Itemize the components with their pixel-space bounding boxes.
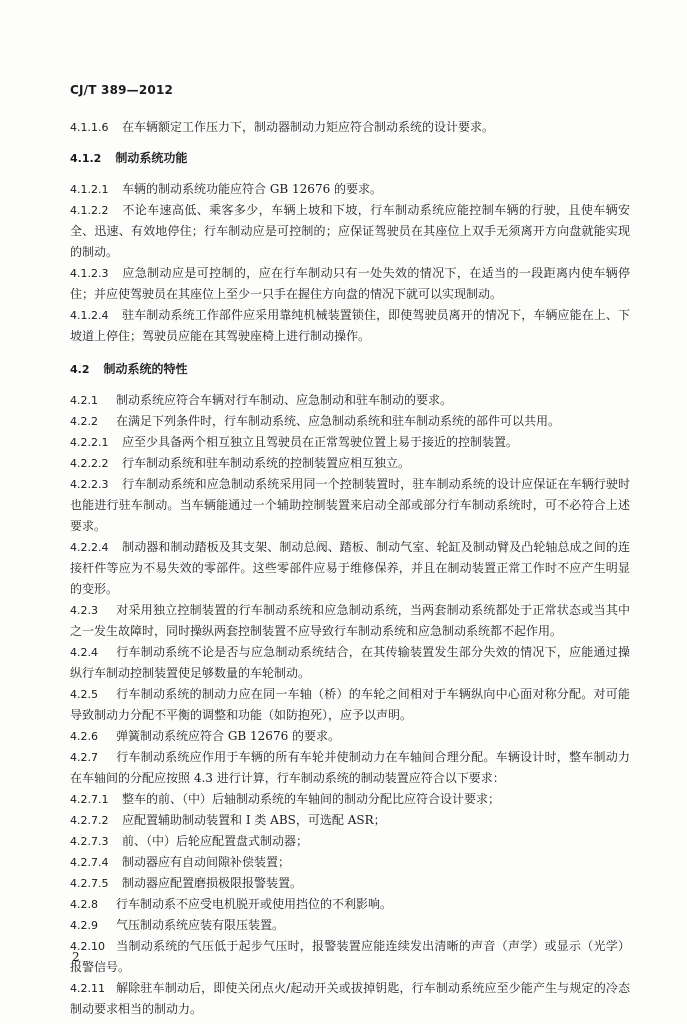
clause-text: 制动器应有自动间隙补偿装置； [122, 855, 291, 869]
clause-4-1-2-2 [70, 200, 630, 263]
clause-number: 4.2.10 [70, 940, 105, 953]
section-number: 4.1.2 [70, 152, 102, 165]
clause-text: 应至少具备两个相互独立且驾驶员在正常驾驶位置上易于接近的控制装置。 [122, 435, 519, 449]
clause-4-2-7-4 [70, 852, 630, 873]
clause-number: 4.1.2.4 [70, 309, 109, 322]
clause-text: 当制动系统的气压低于起步气压时，报警装置应能连续发出清晰的声音（声学）或显示（光学）报警信号。 [70, 939, 630, 974]
section-title: 制动系统的特性 [103, 362, 188, 376]
clause-text: 前、（中）后轮应配置盘式制动器； [122, 834, 309, 848]
clause-4-1-2-4 [70, 305, 630, 347]
clause-text: 弹簧制动系统应符合 GB 12676 的要求。 [116, 729, 341, 743]
standard-code-header: CJ/T 389—2012 [70, 83, 174, 97]
clause-4-2-2-4 [70, 537, 630, 600]
clause-text: 制动系统应符合车辆对行车制动、应急制动和驻车制动的要求。 [116, 393, 453, 407]
clause-4-1-1-6 [70, 117, 630, 138]
clause-text: 不论车速高低、乘客多少，车辆上坡和下坡，行车制动系统应能控制车辆的行驶，且使车辆安全、迅速、有效地停住；行车制动应是可控制的；应保证驾驶员在其座位上双手无须离开方向盘就能实现的制动。 [70, 203, 630, 259]
clause-number: 4.2.7.3 [70, 835, 109, 848]
clause-text: 行车制动系统和应急制动系统采用同一个控制装置时，驻车制动系统的设计应保证在车辆行驶时也能进行驻车制动。当车辆能通过一个辅助控制装置来启动全部或部分行车制动系统时，可不必符合上述要求。 [70, 477, 630, 533]
clause-text: 制动器和制动踏板及其支架、制动总阀、踏板、制动气室、轮缸及制动臂及凸轮轴总成之间的连接杆件等应为不易失效的零部件。这些零部件应易于维修保养，并且在制动装置正常工作时不应产生明显的变形。 [70, 540, 630, 596]
section-title: 制动系统功能 [115, 151, 188, 165]
clause-number: 4.1.2.2 [70, 204, 109, 217]
clause-text: 行车制动系统不论是否与应急制动系统结合，在其传输装置发生部分失效的情况下，应能通过操纵行车制动控制装置使足够数量的车轮制动。 [70, 645, 630, 680]
clause-number: 4.2.7.2 [70, 814, 109, 827]
clause-number: 4.2.11 [70, 982, 105, 995]
clause-4-2-6 [70, 726, 630, 747]
document-body [70, 117, 630, 1020]
clause-text: 制动器应配置磨损极限报警装置。 [122, 876, 303, 890]
clause-number: 4.2.8 [70, 898, 98, 911]
clause-number: 4.2.2.4 [70, 541, 109, 554]
clause-text: 对采用独立控制装置的行车制动系统和应急制动系统，当两套制动系统都处于正常状态或当其中之一发生故障时，同时操纵两套控制装置不应导致行车制动系统和应急制动系统都不起作用。 [70, 603, 630, 638]
clause-text: 行车制动系统和驻车制动系统的控制装置应相互独立。 [122, 456, 411, 470]
clause-4-2-2-1 [70, 432, 630, 453]
clause-4-2-11 [70, 978, 630, 1020]
clause-number: 4.2.7.4 [70, 856, 109, 869]
clause-text: 在车辆额定工作压力下，制动器制动力矩应符合制动系统的设计要求。 [122, 120, 495, 134]
clause-number: 4.2.2.2 [70, 457, 109, 470]
section-heading-4-2 [70, 359, 630, 380]
clause-text: 驻车制动系统工作部件应采用靠纯机械装置锁住，即使驾驶员离开的情况下，车辆应能在上、下坡道上停住；驾驶员应能在其驾驶座椅上进行制动操作。 [70, 308, 630, 343]
clause-4-2-1 [70, 390, 630, 411]
clause-number: 4.2.6 [70, 730, 98, 743]
section-heading-4-1-2 [70, 148, 630, 169]
clause-text: 行车制动系统应作用于车辆的所有车轮并使制动力在车轴间合理分配。车辆设计时，整车制动力在车轴间的分配应按照 4.3 进行计算，行车制动系统的制动装置应符合以下要求： [70, 750, 630, 785]
clause-4-2-4 [70, 642, 630, 684]
clause-text: 整车的前、（中）后轴制动系统的车轴间的制动分配比应符合设计要求； [122, 792, 501, 806]
clause-4-2-2 [70, 411, 630, 432]
page-number: 2 [72, 950, 80, 964]
section-number: 4.2 [70, 363, 90, 376]
clause-number: 4.2.9 [70, 919, 98, 932]
clause-text: 气压制动系统应装有限压装置。 [116, 918, 285, 932]
clause-text: 车辆的制动系统功能应符合 GB 12676 的要求。 [122, 182, 383, 196]
clause-4-1-2-1 [70, 179, 630, 200]
clause-text: 解除驻车制动后，即使关闭点火/起动开关或拔掉钥匙，行车制动系统应至少能产生与规定的冷态制动要求相当的制动力。 [70, 981, 630, 1016]
clause-4-2-7-3 [70, 831, 630, 852]
clause-4-2-3 [70, 600, 630, 642]
clause-4-2-9 [70, 915, 630, 936]
clause-number: 4.2.3 [70, 604, 98, 617]
clause-4-2-2-2 [70, 453, 630, 474]
clause-text: 应配置辅助制动装置和 I 类 ABS，可选配 ASR； [122, 813, 386, 827]
clause-number: 4.2.7.1 [70, 793, 109, 806]
clause-4-2-7-1 [70, 789, 630, 810]
clause-text: 行车制动系不应受电机脱开或使用挡位的不利影响。 [116, 897, 393, 911]
clause-number: 4.1.1.6 [70, 121, 109, 134]
clause-number: 4.1.2.3 [70, 267, 109, 280]
clause-number: 4.2.2.1 [70, 436, 109, 449]
clause-4-2-7 [70, 747, 630, 789]
clause-number: 4.2.5 [70, 688, 98, 701]
clause-number: 4.2.4 [70, 646, 98, 659]
clause-4-2-7-5 [70, 873, 630, 894]
clause-text: 行车制动系统的制动力应在同一车轴（桥）的车轮之间相对于车辆纵向中心面对称分配。对可能导致制动力分配不平衡的调整和功能（如防抱死），应予以声明。 [70, 687, 630, 722]
clause-4-2-7-2 [70, 810, 630, 831]
clause-4-2-5 [70, 684, 630, 726]
clause-4-2-2-3 [70, 474, 630, 537]
clause-number: 4.2.1 [70, 394, 98, 407]
clause-4-2-8 [70, 894, 630, 915]
clause-4-2-10 [70, 936, 630, 978]
clause-text: 在满足下列条件时，行车制动系统、应急制动系统和驻车制动系统的部件可以共用。 [116, 414, 561, 428]
clause-number: 4.2.7.5 [70, 877, 109, 890]
clause-number: 4.1.2.1 [70, 183, 109, 196]
clause-number: 4.2.2.3 [70, 478, 109, 491]
clause-text: 应急制动应是可控制的，应在行车制动只有一处失效的情况下，在适当的一段距离内使车辆停住；并应使驾驶员在其座位上至少一只手在握住方向盘的情况下就可以实现制动。 [70, 266, 630, 301]
clause-number: 4.2.2 [70, 415, 98, 428]
clause-4-1-2-3 [70, 263, 630, 305]
clause-number: 4.2.7 [70, 751, 98, 764]
